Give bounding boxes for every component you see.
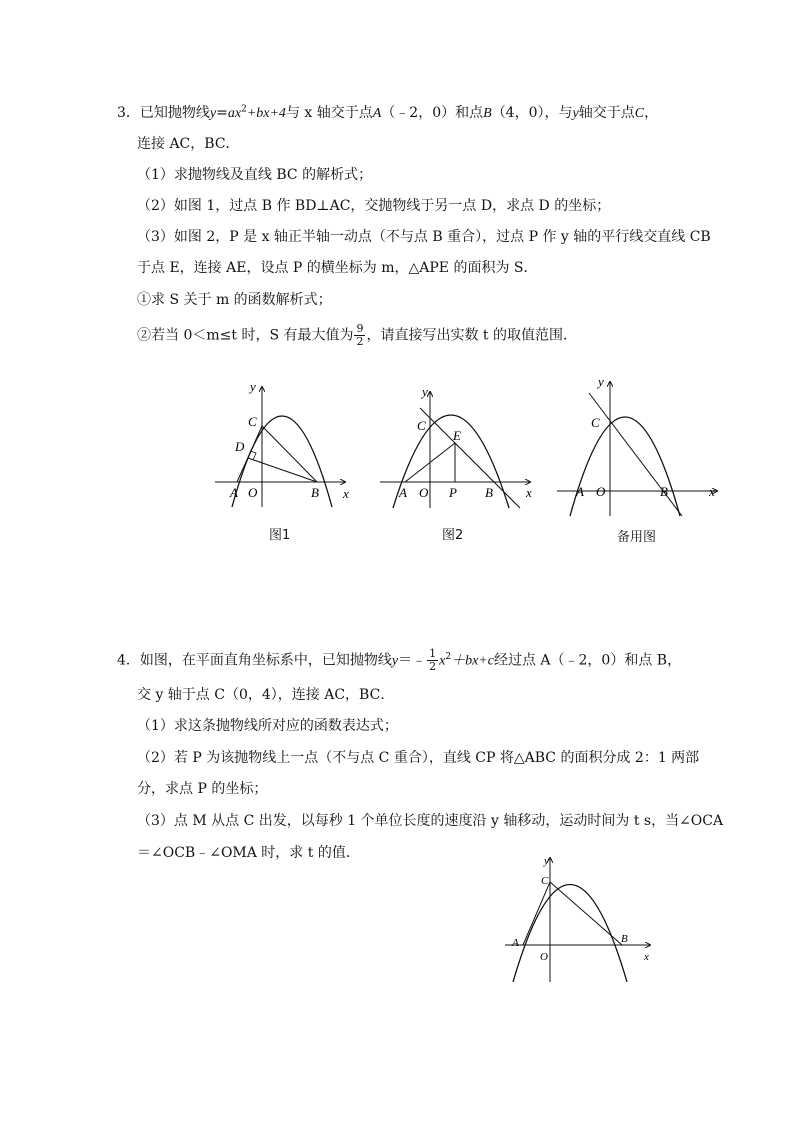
p4-q2a: （2）若 P 为该抛物线上一点（不与点 C 重合），直线 CP 将△ABC 的面积分成 2：1 两部 bbox=[137, 750, 700, 766]
label-c: C bbox=[248, 414, 257, 429]
p3-q3b: 于点 E，连接 AE，设点 P 的横坐标为 m，△APE 的面积为 S． bbox=[137, 260, 538, 276]
label-x: x bbox=[644, 951, 649, 963]
p4-q3a: （3）点 M 从点 C 出发，以每秒 1 个单位长度的速度沿 y 轴移动，运动时间为 t s，当∠OCA bbox=[137, 813, 724, 829]
label-b: B bbox=[660, 484, 668, 499]
label-y: y bbox=[250, 379, 256, 394]
label-c: C bbox=[417, 418, 426, 433]
p4-q2b: 分，求点 P 的坐标； bbox=[137, 781, 268, 797]
p3-q3c: ①求 S 关于 m 的函数解析式； bbox=[137, 292, 332, 308]
label-c: C bbox=[591, 415, 600, 430]
figure-1-caption: 图1 bbox=[269, 528, 291, 543]
label-x: x bbox=[343, 486, 349, 501]
segment-bc bbox=[262, 426, 317, 482]
figure-1 bbox=[210, 375, 360, 515]
fraction-9-2: $\frac{9}{2}$ bbox=[356, 322, 364, 348]
p4-line1: 4．如图，在平面直角坐标系中，已知抛物线y＝﹣ $\frac{1}{2}$ $x^2+bx+c$经过点 A（﹣2，0）和点 B， bbox=[117, 647, 682, 673]
fraction-1-2: $\frac{1}{2}$ bbox=[429, 647, 437, 673]
figure-2-caption: 图2 bbox=[442, 528, 464, 543]
label-b: B bbox=[311, 485, 319, 500]
figure-4 bbox=[500, 852, 660, 987]
label-x: x bbox=[709, 484, 715, 499]
segment-bd bbox=[248, 458, 317, 482]
figure-3-caption: 备用图 bbox=[617, 530, 657, 545]
p3-line1: 3．已知抛物线$y=ax^2+bx+4$与 x 轴交于点A（﹣2，0）和点B（4，0），与y轴交于点C， bbox=[117, 104, 659, 121]
segment-ac bbox=[523, 882, 550, 945]
p4-line2: 交 y 轴于点 C（0，4），连接 AC，BC． bbox=[137, 687, 395, 703]
parabola bbox=[570, 417, 680, 516]
label-y: y bbox=[422, 384, 428, 399]
label-y: y bbox=[544, 855, 549, 867]
label-a: A bbox=[399, 485, 407, 500]
p4-number: 4． bbox=[117, 652, 140, 669]
label-b: B bbox=[485, 485, 493, 500]
label-a: A bbox=[230, 485, 238, 500]
figure-3-backup bbox=[552, 370, 724, 520]
label-d: D bbox=[235, 439, 245, 454]
label-a: A bbox=[512, 937, 519, 949]
label-e: E bbox=[453, 428, 461, 443]
label-y: y bbox=[598, 374, 604, 389]
label-b: B bbox=[621, 933, 628, 945]
p4-q3b: ＝∠OCB﹣∠OMA 时，求 t 的值． bbox=[137, 845, 360, 861]
p3-number: 3． bbox=[117, 105, 140, 121]
figure-2 bbox=[375, 380, 540, 520]
label-p: P bbox=[449, 485, 457, 500]
p3-q3d: ②若当 0＜m≤t 时，S 有最大值为 $\frac{9}{2}$ ，请直接写出实数 t 的取值范围． bbox=[137, 322, 578, 348]
segment-ac bbox=[237, 426, 262, 482]
label-o: O bbox=[248, 485, 258, 500]
p3-q1: （1）求抛物线及直线 BC 的解析式； bbox=[137, 167, 373, 183]
p4-q1: （1）求这条抛物线所对应的函数表达式； bbox=[137, 718, 398, 734]
p3-line2: 连接 AC，BC． bbox=[137, 136, 240, 152]
p3-q2: （2）如图 1，过点 B 作 BD⊥AC，交抛物线于另一点 D，求点 D 的坐标； bbox=[137, 198, 611, 214]
label-o: O bbox=[596, 484, 606, 499]
p3-q3a: （3）如图 2，P 是 x 轴正半轴一动点（不与点 B 重合），过点 P 作 y 轴的平行线交直线 CB bbox=[137, 229, 711, 245]
label-c: C bbox=[541, 875, 549, 887]
label-x: x bbox=[526, 485, 532, 500]
label-o: O bbox=[540, 951, 548, 963]
label-o: O bbox=[419, 485, 429, 500]
label-a: A bbox=[576, 484, 584, 499]
